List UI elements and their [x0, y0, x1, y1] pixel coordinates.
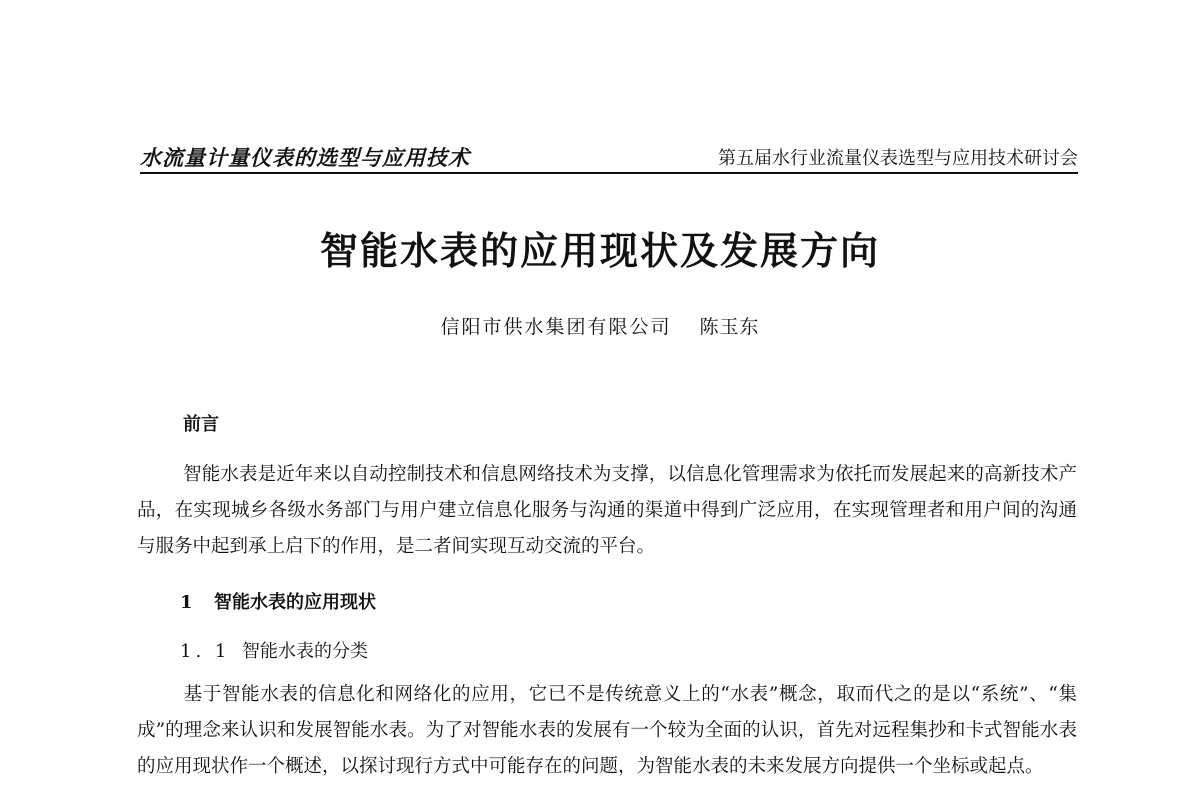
section-1-1-title: 智能水表的分类 — [242, 641, 368, 662]
preface-paragraph — [137, 457, 1077, 565]
section-1-1-number: 1. 1 — [180, 641, 231, 662]
running-head-conference: 第五届水行业流量仪表选型与应用技术研讨会 — [718, 148, 1078, 169]
preface-heading: 前言 — [183, 414, 219, 435]
section-1-heading — [180, 588, 376, 614]
preface-text: 智能水表是近年来以自动控制技术和信息网络技术为支撑，以信息化管理需求为依托而发展起来的高新技术产品，在实现城乡各级水务部门与用户建立信息化服务与沟通的渠道中得到广泛应用，在实现管理者和用户间的沟通与服务中起到承上启下的作用，是二者间实现互动交流的平台。 — [137, 464, 1077, 557]
paper-title: 智能水表的应用现状及发展方向 — [319, 228, 880, 273]
byline — [0, 312, 1200, 339]
running-head-book-title: 水流量计量仪表的选型与应用技术 — [140, 146, 470, 170]
section-1-1-paragraph — [137, 677, 1077, 785]
section-1-1-text: 基于智能水表的信息化和网络化的应用，它已不是传统意义上的“水表”概念，取而代之的是以“系统”、“集成”的理念来认识和发展智能水表。为了对智能水表的发展有一个较为全面的认识，首先对远程集抄和卡式智能水表的应用现状作一个概述，以探讨现行方式中可能存在的问题，为智能水表的未来发展方向提供一个坐标或起点。 — [137, 684, 1077, 777]
running-head — [140, 140, 1078, 174]
author-name: 陈玉东 — [699, 316, 760, 338]
section-1-number: 1 — [180, 592, 193, 613]
section-1-title: 智能水表的应用现状 — [214, 592, 376, 613]
section-1-1-heading — [180, 637, 368, 663]
author-affiliation: 信阳市供水集团有限公司 — [440, 316, 672, 338]
